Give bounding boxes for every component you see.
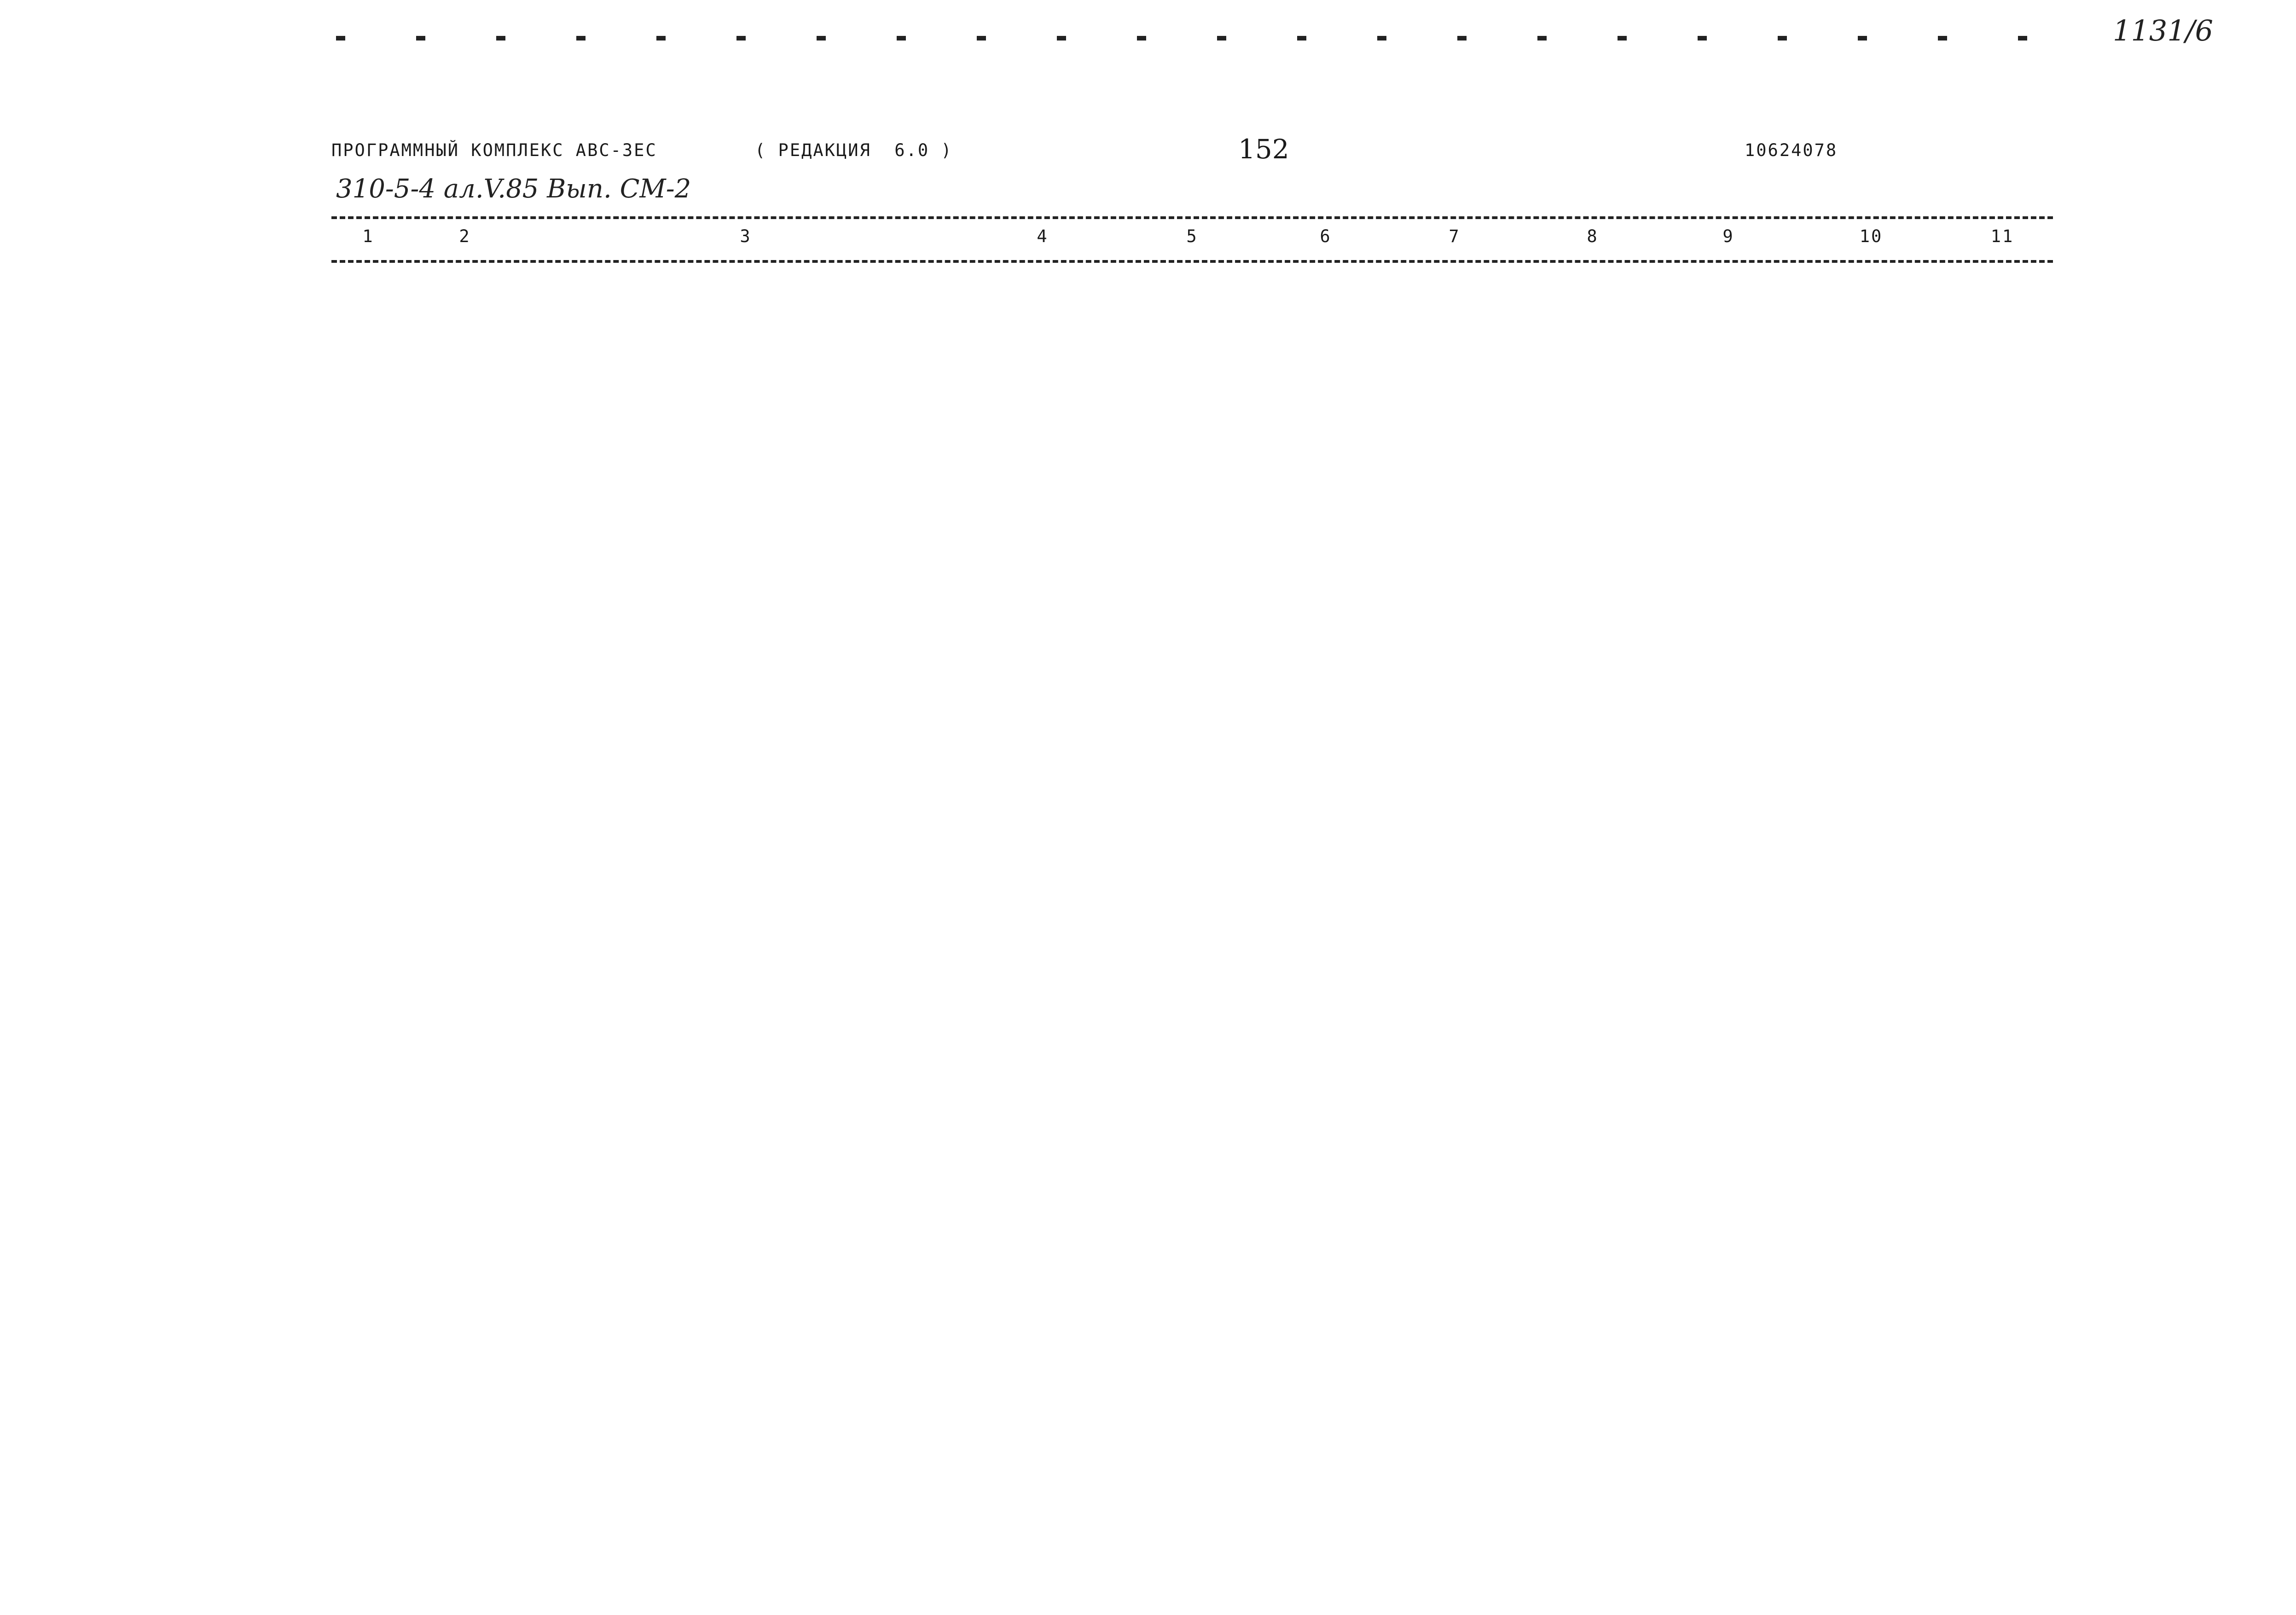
page-reference: 1131/6: [2113, 14, 2214, 47]
column-header-5: 5: [1186, 226, 1198, 246]
column-header-6: 6: [1320, 226, 1332, 246]
edition: ( РЕДАКЦИЯ 6.0 ): [755, 140, 953, 160]
perforation-mark: [897, 36, 906, 41]
perforation-mark: [1377, 36, 1386, 41]
perforation-mark: [416, 36, 425, 41]
perforation-mark: [1698, 36, 1707, 41]
perforation-mark: [496, 36, 505, 41]
page-number: 152: [1238, 133, 1289, 165]
perforation-mark: [817, 36, 826, 41]
column-header-7: 7: [1449, 226, 1461, 246]
column-header-10: 10: [1859, 226, 1883, 246]
perforation-mark: [1217, 36, 1226, 41]
perforation-mark: [1618, 36, 1627, 41]
perforation-mark: [977, 36, 986, 41]
perforation-mark: [2018, 36, 2027, 41]
column-header-2: 2: [459, 226, 471, 246]
perforation-mark: [656, 36, 666, 41]
header-rule-bottom: [331, 260, 2053, 263]
header-rule-top: [331, 216, 2053, 219]
perforation-mark: [1297, 36, 1306, 41]
perforation-mark: [576, 36, 586, 41]
program-title: ПРОГРАММНЫЙ КОМПЛЕКС АВС-3ЕС: [331, 140, 657, 160]
perforation-mark: [1778, 36, 1787, 41]
document-number: 10624078: [1745, 140, 1838, 160]
column-header-3: 3: [740, 226, 752, 246]
perforation-mark: [1137, 36, 1146, 41]
column-header-1: 1: [362, 226, 374, 246]
column-header-9: 9: [1722, 226, 1734, 246]
perforation-mark: [736, 36, 746, 41]
column-header-4: 4: [1037, 226, 1049, 246]
perforation-mark: [336, 36, 345, 41]
column-header-8: 8: [1587, 226, 1599, 246]
perforation-mark: [1938, 36, 1947, 41]
column-header-11: 11: [1990, 226, 2014, 246]
perforation-mark: [1457, 36, 1467, 41]
perforation-mark: [1858, 36, 1867, 41]
perforation-mark: [1057, 36, 1066, 41]
perforation-mark: [1537, 36, 1547, 41]
handwritten-note: 310-5-4 ал.V.85 Вып. СМ-2: [336, 174, 691, 204]
